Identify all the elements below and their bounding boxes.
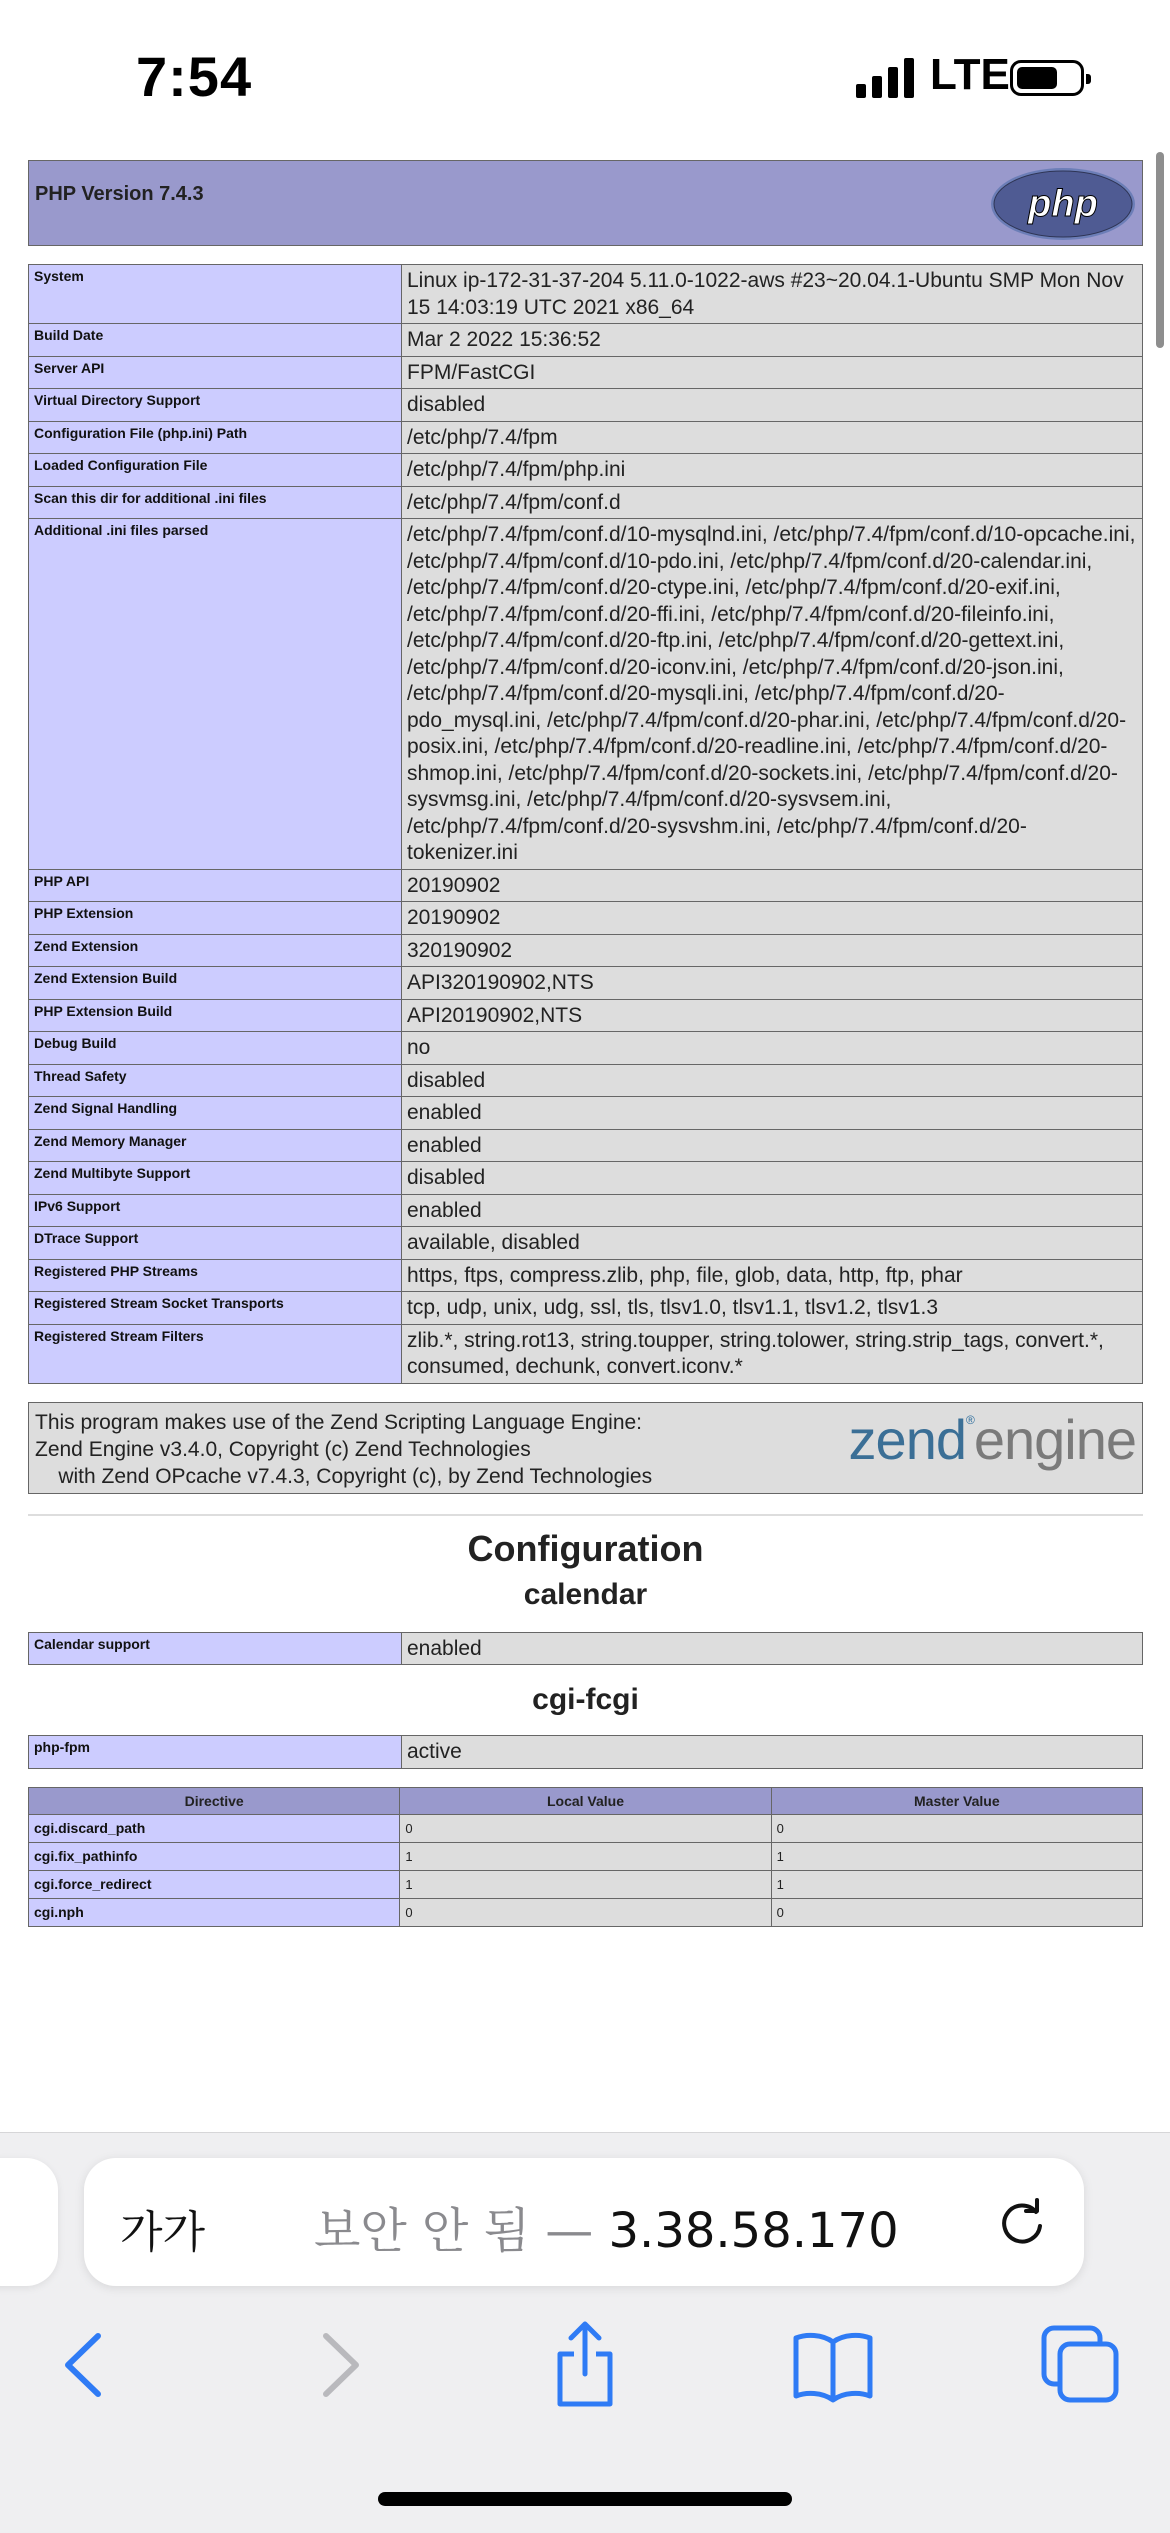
info-value: FPM/FastCGI: [402, 356, 1143, 389]
table-row: [29, 1129, 1143, 1162]
module-heading-cgi-fcgi[interactable]: [28, 1683, 1143, 1717]
table-row: [29, 265, 1143, 324]
table-row: [29, 1227, 1143, 1260]
network-type: LTE: [930, 50, 1010, 99]
info-value: enabled: [402, 1097, 1143, 1130]
module-heading-calendar[interactable]: [28, 1578, 1143, 1612]
back-icon[interactable]: [42, 2320, 132, 2410]
info-value: https, ftps, compress.zlib, php, file, glob, data, http, ftp, phar: [402, 1259, 1143, 1292]
info-value: API320190902,NTS: [402, 967, 1143, 1000]
info-key: Build Date: [29, 324, 402, 357]
page-title: PHP Version 7.4.3: [35, 183, 204, 205]
table-row: [29, 999, 1143, 1032]
reload-icon[interactable]: [996, 2198, 1048, 2250]
status-bar: [0, 0, 1170, 150]
info-key: Zend Extension Build: [29, 967, 402, 1000]
divider: [28, 1514, 1143, 1516]
info-key: Additional .ini files parsed: [29, 519, 402, 870]
table-row: [29, 902, 1143, 935]
table-row: [29, 869, 1143, 902]
table-row: [29, 1632, 1143, 1665]
table-row: [29, 1064, 1143, 1097]
table-row: [29, 1736, 1143, 1769]
info-value: tcp, udp, unix, udg, ssl, tls, tlsv1.0, tlsv1.1, tlsv1.2, tlsv1.3: [402, 1292, 1143, 1325]
info-value: disabled: [402, 1162, 1143, 1195]
address-bar[interactable]: [84, 2158, 1084, 2286]
info-key: Zend Extension: [29, 934, 402, 967]
local-value: 0: [400, 1898, 771, 1926]
info-key: Registered Stream Filters: [29, 1324, 402, 1383]
info-key: Server API: [29, 356, 402, 389]
info-value: Mar 2 2022 15:36:52: [402, 324, 1143, 357]
table-row: [29, 1898, 1143, 1926]
info-value: 320190902: [402, 934, 1143, 967]
info-key: Virtual Directory Support: [29, 389, 402, 422]
home-indicator[interactable]: [378, 2492, 792, 2506]
table-row: [29, 1870, 1143, 1898]
info-key: PHP API: [29, 869, 402, 902]
battery-icon: [1010, 60, 1084, 96]
php-version-header: [28, 160, 1143, 246]
info-value: disabled: [402, 389, 1143, 422]
table-row: [29, 934, 1143, 967]
url-host: 3.38.58.170: [608, 2203, 899, 2259]
local-value: 1: [400, 1870, 771, 1898]
browser-toolbar: [0, 2320, 1170, 2410]
info-key: System: [29, 265, 402, 324]
zend-line-2: Zend Engine v3.4.0, Copyright (c) Zend Technologies: [35, 1437, 531, 1461]
info-value: 20190902: [402, 902, 1143, 935]
configuration-heading: Configuration: [467, 1527, 704, 1569]
table-row: [29, 1097, 1143, 1130]
info-key: IPv6 Support: [29, 1194, 402, 1227]
info-value: no: [402, 1032, 1143, 1065]
table-row: [29, 1194, 1143, 1227]
calendar-table: [28, 1632, 1143, 1666]
page-scrollbar[interactable]: [1156, 152, 1164, 348]
table-row: [29, 967, 1143, 1000]
table-row: [29, 1324, 1143, 1383]
info-value: zlib.*, string.rot13, string.toupper, string.tolower, string.strip_tags, convert.*, consumed, dechunk, convert.iconv.*: [402, 1324, 1143, 1383]
info-value: /etc/php/7.4/fpm/conf.d/10-mysqlnd.ini, /etc/php/7.4/fpm/conf.d/10-opcache.ini, /etc/php/7.4/fpm/conf.d/10-pdo.ini, /etc/php/7.4/fpm/conf.d/20-calendar.ini, /etc/php/7.4/fpm/conf.d/20-ctype.ini, /etc/php/7.4/fpm/conf.d/20-exif.ini, /etc/php/7.4/fpm/conf.d/20-ffi.ini, /etc/php/7.4/fpm/conf.d/20-fileinfo.ini, /etc/php/7.4/fpm/conf.d/20-ftp.ini, /etc/php/7.4/fpm/conf.d/20-gettext.ini, /etc/php/7.4/fpm/conf.d/20-iconv.ini, /etc/php/7.4/fpm/conf.d/20-json.ini, /etc/php/7.4/fpm/conf.d/20-mysqli.ini, /etc/php/7.4/fpm/conf.d/20-pdo_mysql.ini, /etc/php/7.4/fpm/conf.d/20-phar.ini, /etc/php/7.4/fpm/conf.d/20-posix.ini, /etc/php/7.4/fpm/conf.d/20-readline.ini, /etc/php/7.4/fpm/conf.d/20-shmop.ini, /etc/php/7.4/fpm/conf.d/20-sockets.ini, /etc/php/7.4/fpm/conf.d/20-sysvmsg.ini, /etc/php/7.4/fpm/conf.d/20-sysvsem.ini, /etc/php/7.4/fpm/conf.d/20-sysvshm.ini, /etc/php/7.4/fpm/conf.d/20-tokenizer.ini: [402, 519, 1143, 870]
info-key: Registered Stream Socket Transports: [29, 1292, 402, 1325]
tabs-icon[interactable]: [1036, 2320, 1126, 2410]
directive-name: cgi.fix_pathinfo: [29, 1842, 400, 1870]
forward-icon[interactable]: [292, 2320, 382, 2410]
zend-engine-box: [28, 1402, 1143, 1494]
table-row: [29, 324, 1143, 357]
phpinfo-page: [28, 160, 1143, 1927]
info-key: php-fpm: [29, 1736, 402, 1769]
table-row: [29, 1032, 1143, 1065]
info-value: Linux ip-172-31-37-204 5.11.0-1022-aws #23~20.04.1-Ubuntu SMP Mon Nov 15 14:03:19 UTC 2021 x86_64: [402, 265, 1143, 324]
info-key: Configuration File (php.ini) Path: [29, 421, 402, 454]
info-value: enabled: [402, 1194, 1143, 1227]
php-logo-text: php: [1028, 183, 1098, 225]
cgi-fcgi-table: [28, 1735, 1143, 1769]
status-time: 7:54: [136, 45, 253, 108]
zend-line-1: This program makes use of the Zend Scripting Language Engine:: [35, 1410, 643, 1434]
local-value-col-header: Local Value: [400, 1787, 771, 1814]
zend-engine-text: [35, 1409, 652, 1490]
info-key: Zend Multibyte Support: [29, 1162, 402, 1195]
directive-name: cgi.force_redirect: [29, 1870, 400, 1898]
master-value: 0: [771, 1898, 1142, 1926]
table-row: [29, 389, 1143, 422]
master-value: 1: [771, 1870, 1142, 1898]
info-key: Loaded Configuration File: [29, 454, 402, 487]
info-key: Zend Signal Handling: [29, 1097, 402, 1130]
zend-logo-engine: engine: [973, 1407, 1136, 1471]
zend-line-3: with Zend OPcache v7.4.3, Copyright (c), by Zend Technologies: [35, 1464, 653, 1488]
local-value: 0: [400, 1814, 771, 1842]
share-icon[interactable]: [540, 2320, 630, 2410]
info-key: Registered PHP Streams: [29, 1259, 402, 1292]
info-value: enabled: [402, 1632, 1143, 1665]
info-value: /etc/php/7.4/fpm/php.ini: [402, 454, 1143, 487]
master-value: 0: [771, 1814, 1142, 1842]
info-value: /etc/php/7.4/fpm/conf.d: [402, 486, 1143, 519]
directive-name: cgi.nph: [29, 1898, 400, 1926]
table-row: [29, 519, 1143, 870]
bookmarks-icon[interactable]: [788, 2320, 878, 2410]
php-logo[interactable]: [990, 167, 1136, 241]
not-secure-label: 보안 안 됨 —: [314, 2203, 594, 2259]
info-key: Zend Memory Manager: [29, 1129, 402, 1162]
master-value-col-header: Master Value: [771, 1787, 1142, 1814]
table-row: [29, 1162, 1143, 1195]
info-key: DTrace Support: [29, 1227, 402, 1260]
table-row: [29, 486, 1143, 519]
table-row: [29, 1292, 1143, 1325]
directive-col-header: Directive: [29, 1787, 400, 1814]
info-key: Debug Build: [29, 1032, 402, 1065]
previous-tab-preview[interactable]: [0, 2158, 58, 2286]
text-size-button[interactable]: 가가: [120, 2207, 206, 2258]
table-row: [29, 1814, 1143, 1842]
module-heading-cgi-fcgi-label: cgi-fcgi: [532, 1683, 639, 1716]
table-row: [29, 454, 1143, 487]
table-row: [29, 356, 1143, 389]
table-row: [29, 1259, 1143, 1292]
local-value: 1: [400, 1842, 771, 1870]
zend-logo-zend: zend: [848, 1407, 966, 1471]
info-value: enabled: [402, 1129, 1143, 1162]
module-heading-calendar-label: calendar: [523, 1577, 648, 1611]
info-value: 20190902: [402, 869, 1143, 902]
php-info-table: [28, 264, 1143, 1384]
info-key: Scan this dir for additional .ini files: [29, 486, 402, 519]
info-value: available, disabled: [402, 1227, 1143, 1260]
info-value: active: [402, 1736, 1143, 1769]
info-value: API20190902,NTS: [402, 999, 1143, 1032]
info-key: PHP Extension Build: [29, 999, 402, 1032]
directive-header-row: [29, 1787, 1143, 1814]
info-key: Thread Safety: [29, 1064, 402, 1097]
directive-name: cgi.discard_path: [29, 1814, 400, 1842]
info-value: /etc/php/7.4/fpm: [402, 421, 1143, 454]
url-display[interactable]: [314, 2192, 899, 2261]
directive-table: [28, 1787, 1143, 1927]
table-row: [29, 1842, 1143, 1870]
cellular-signal-icon: [856, 58, 918, 98]
info-value: disabled: [402, 1064, 1143, 1097]
master-value: 1: [771, 1842, 1142, 1870]
info-key: PHP Extension: [29, 902, 402, 935]
info-key: Calendar support: [29, 1632, 402, 1665]
zend-engine-logo[interactable]: zend®engine: [848, 1407, 1136, 1471]
table-row: [29, 421, 1143, 454]
